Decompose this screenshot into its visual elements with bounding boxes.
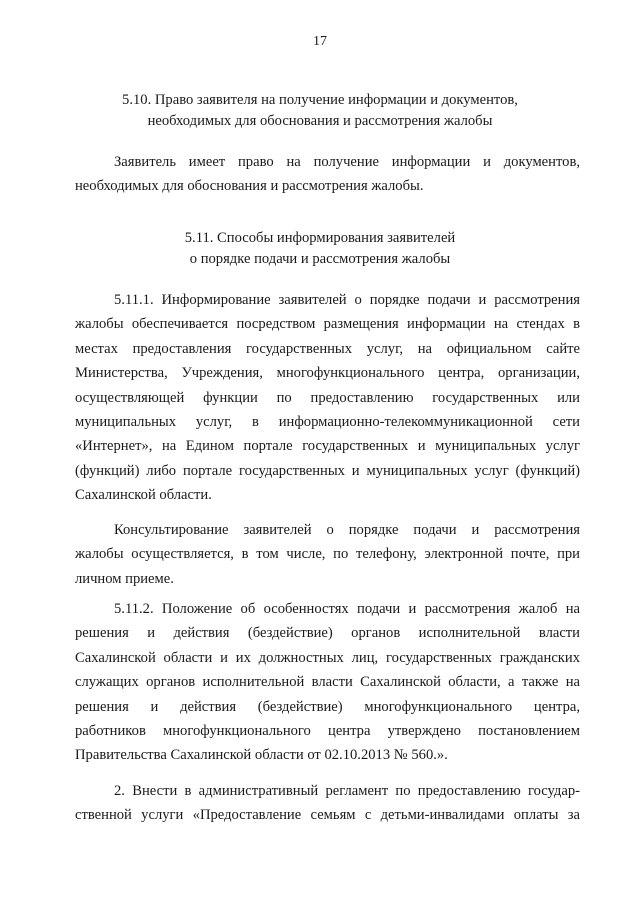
text-line: решения и действия (бездействие) органов исполнительной власти (75, 625, 580, 642)
section-5-10-heading (60, 90, 580, 132)
heading-line: необходимых для обоснования и рассмотрения жалобы (147, 113, 493, 129)
heading-line: 5.11. Способы информирования заявителей (184, 230, 456, 246)
text-line: личном приеме. (75, 570, 174, 587)
text-line: Правительства Сахалинской области от 02.10.2013 № 560.». (75, 747, 448, 764)
text-line: решения и действия (бездействие) многофункционального центра, (75, 698, 580, 715)
text-line: жалобы обеспечивается посредством размещения информации на стендах в (75, 316, 580, 333)
text-line: 5.11.2. Положение об особенностях подачи и рассмотрения жалоб на (114, 601, 580, 617)
text-line: 5.11.1. Информирование заявителей о порядке подачи и рассмотрения (114, 292, 580, 308)
text-line: Заявитель имеет право на получение информации и документов, (114, 154, 580, 170)
consultation-paragraph (75, 518, 580, 591)
text-line: жалобы осуществляется, в том числе, по телефону, электронной почте, при (75, 546, 580, 563)
text-line: муниципальных услуг, в информационно-телекоммуникационной сети (75, 414, 580, 431)
text-line: служащих органов исполнительной власти Сахалинской области, а также на (75, 674, 580, 691)
text-line: Министерства, Учреждения, многофункционального центра, организации, (75, 365, 580, 382)
text-line: (функций) либо портале государственных и муниципальных услуг (функций) (75, 462, 580, 479)
heading-line: 5.10. Право заявителя на получение информации и документов, (122, 92, 518, 108)
item-2-paragraph (75, 779, 580, 828)
section-5-11-2-paragraph (75, 597, 580, 768)
text-line: Сахалинской области. (75, 487, 212, 504)
section-5-11-1-paragraph (75, 288, 580, 508)
text-line: «Интернет», на Едином портале государственных и муниципальных услуг (75, 438, 580, 455)
page-number: 17 (313, 34, 327, 49)
text-line: осуществляющей функции по предоставлению государственных или (75, 389, 580, 406)
text-line: местах предоставления государственных услуг, на официальном сайте (75, 340, 580, 357)
section-5-10-paragraph (75, 150, 580, 199)
text-line: работников многофункционального центра утверждено постановлением (75, 723, 580, 740)
text-line: ственной услуги «Предоставление семьям с детьми-инвалидами оплаты за (75, 807, 580, 824)
heading-line: о порядке подачи и рассмотрения жалобы (189, 251, 451, 267)
text-line: Консультирование заявителей о порядке подачи и рассмотрения (114, 522, 580, 538)
section-5-11-heading (60, 228, 580, 270)
text-line: Сахалинской области и их должностных лиц, государственных гражданских (75, 649, 580, 666)
text-line: необходимых для обоснования и рассмотрения жалобы. (75, 178, 424, 195)
text-line: 2. Внести в административный регламент по предоставлению государ- (114, 783, 580, 799)
